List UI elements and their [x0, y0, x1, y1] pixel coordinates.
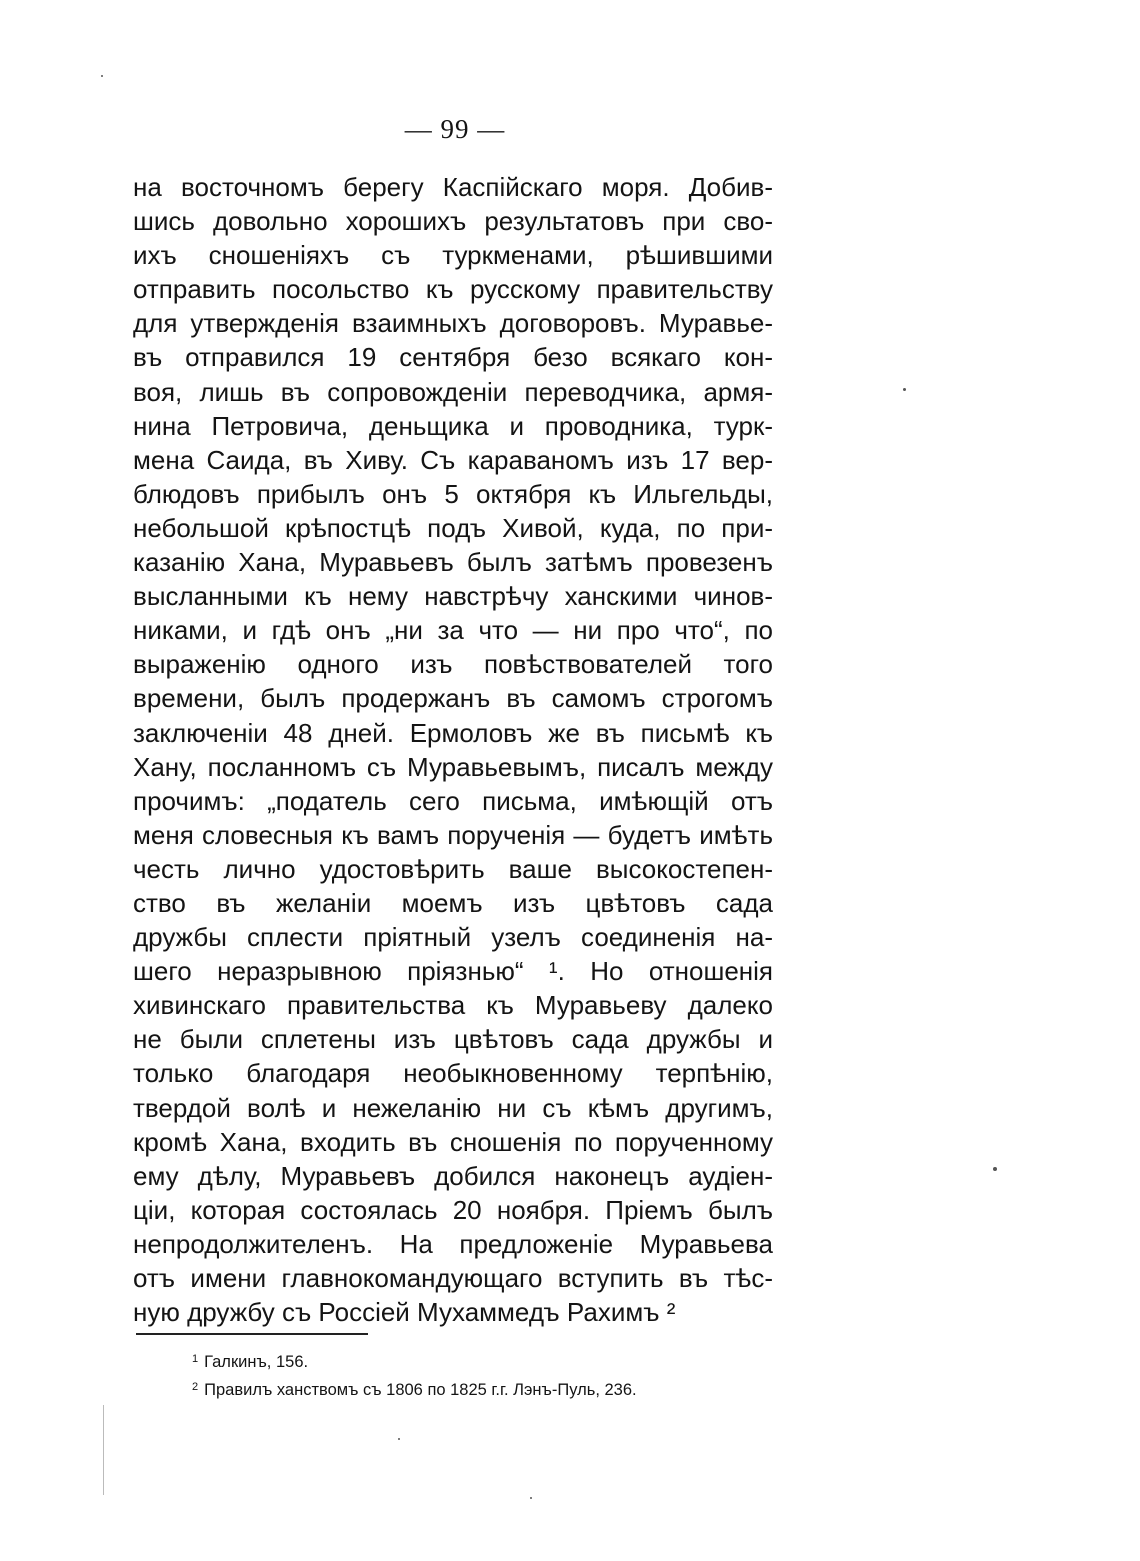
scan-speck	[398, 1438, 400, 1440]
footnote-divider	[136, 1333, 368, 1335]
text-line: времени, былъ продержанъ въ самомъ строгомъ	[133, 683, 773, 714]
text-line: хивинскаго правительства къ Муравьеву далеко	[133, 990, 773, 1021]
text-line: дружбы сплести пріятный узелъ соединенія на-	[133, 922, 773, 953]
text-line: блюдовъ прибылъ онъ 5 октября къ Ильгельды,	[133, 478, 773, 509]
text-line: ему дѣлу, Муравьевъ добился наконецъ аудіен-	[133, 1160, 773, 1191]
text-line: для утвержденія взаимныхъ договоровъ. Муравье-	[133, 308, 773, 339]
text-line: честь лично удостовѣрить ваше высокостепен-	[133, 853, 773, 884]
text-line: отправить посольство къ русскому правительству	[133, 274, 773, 305]
page-number: — 99 —	[404, 114, 506, 144]
text-line: только благодаря необыкновенному терпѣнію,	[133, 1058, 773, 1089]
text-line: заключеніи 48 дней. Ермоловъ же въ письмѣ къ	[133, 717, 773, 748]
text-line: ную дружбу съ Россіей Мухаммедъ Рахимъ ²	[133, 1297, 676, 1328]
text-line: шего неразрывною пріязнью“ ¹. Но отношенія	[133, 956, 773, 987]
text-line: выраженію одного изъ повѣствователей того	[133, 649, 773, 680]
text-line: въ отправился 19 сентября безо всякаго кон-	[133, 342, 773, 373]
text-line: ство въ желаніи моемъ изъ цвѣтовъ сада	[133, 887, 773, 918]
text-line: шись довольно хорошихъ результатовъ при сво-	[133, 206, 773, 237]
text-line: казанію Хана, Муравьевъ былъ затѣмъ провезенъ	[133, 547, 773, 578]
text-line: мена Саида, въ Хиву. Съ караваномъ изъ 17 вер-	[133, 444, 773, 475]
text-line: не были сплетены изъ цвѣтовъ сада дружбы и	[133, 1024, 773, 1055]
text-line: воя, лишь въ сопровожденіи переводчика, армя-	[133, 376, 773, 407]
scan-speck	[530, 1497, 532, 1499]
text-line: Хану, посланномъ съ Муравьевымъ, писалъ между	[133, 751, 773, 782]
text-line: меня словесныя къ вамъ порученія — будетъ имѣть	[133, 819, 773, 850]
text-line: непродолжителенъ. На предложеніе Муравьева	[133, 1228, 773, 1259]
text-line: ціи, которая состоялась 20 ноября. Пріемъ былъ	[133, 1194, 773, 1225]
text-line: твердой волѣ и нежеланію ни съ кѣмъ другимъ,	[133, 1092, 773, 1123]
footnote-text: Правилъ ханствомъ съ 1806 по 1825 г.г. Лэнъ-Пуль, 236.	[204, 1381, 637, 1399]
text-line: высланными къ нему навстрѣчу ханскими чинов-	[133, 581, 773, 612]
scan-speck	[903, 388, 906, 391]
text-line: кромѣ Хана, входить въ сношенія по порученному	[133, 1126, 773, 1157]
text-line: на восточномъ берегу Каспійскаго моря. Добив-	[133, 172, 773, 202]
footnotes	[192, 1345, 792, 1401]
text-line: никами, и гдѣ онъ „ни за что — ни про что“, по	[133, 615, 773, 646]
footnote-text: Галкинъ, 156.	[204, 1353, 309, 1371]
footnote	[192, 1345, 792, 1373]
scan-edge-line	[103, 1405, 104, 1495]
footnote-mark: 1	[192, 1353, 199, 1365]
text-line: отъ имени главнокомандующаго вступить въ тѣс-	[133, 1263, 773, 1293]
text-line: небольшой крѣпостцѣ подъ Хивой, куда, по при-	[133, 512, 773, 543]
body-text	[133, 170, 773, 1329]
scan-speck	[101, 75, 103, 77]
text-line: нина Петровича, деньщика и проводника, турк-	[133, 410, 773, 441]
footnote	[192, 1373, 792, 1401]
text-line: прочимъ: „податель сего письма, имѣющій отъ	[133, 785, 773, 816]
scan-speck	[993, 1167, 997, 1171]
footnote-mark: 2	[192, 1381, 199, 1393]
text-line: ихъ сношеніяхъ съ туркменами, рѣшившими	[133, 240, 773, 271]
